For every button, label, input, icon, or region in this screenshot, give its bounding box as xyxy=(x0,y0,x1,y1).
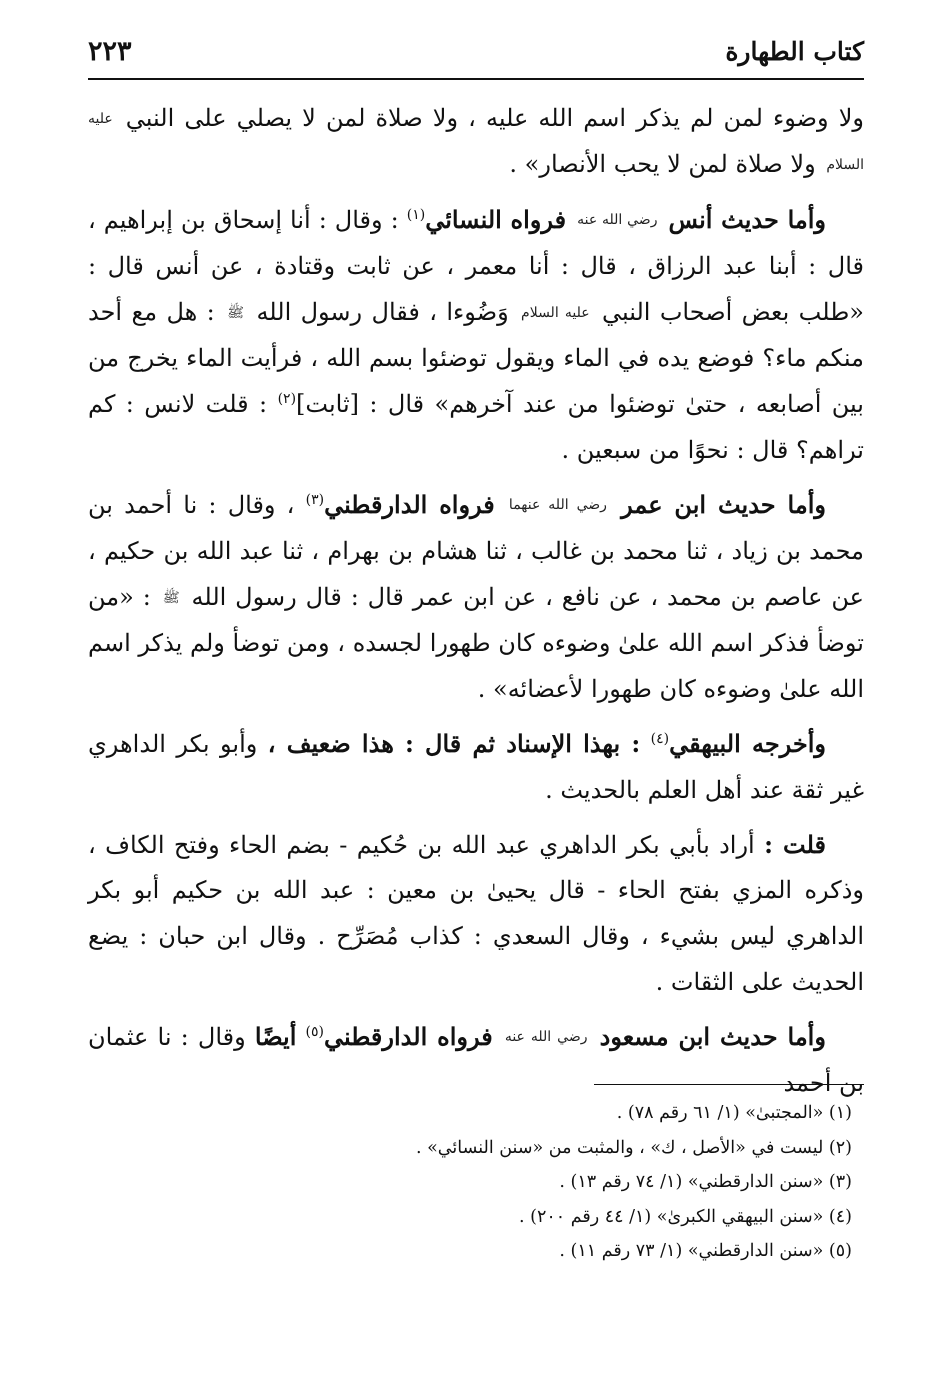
footnote-ref-1: (١) xyxy=(406,206,426,223)
p6-source: فرواه الدارقطني xyxy=(324,1021,493,1051)
footnote-1: (١) «المجتبىٰ» (١/ ٦١ رقم ٧٨) . xyxy=(616,1103,852,1123)
radiya-anhuma-honorific-icon: رضي الله عنهما xyxy=(508,497,607,514)
p2-text-b: وَضُوءا ، فقال رسول الله xyxy=(256,297,509,326)
p2-text-d: : قلت لانس : كم تراهم؟ قال : نحوًا من سبعين . xyxy=(88,390,864,464)
footnote-4: (٤) «سنن البيهقي الكبرىٰ» (١/ ٤٤ رقم ٢٠٠) . xyxy=(518,1206,852,1227)
footnote-2: (٢) ليست في «الأصل ، ك» ، والمثبت من «سنن النسائي» . xyxy=(415,1137,852,1158)
alayhi-salam-honorific-icon: عليه السلام xyxy=(521,304,590,321)
p4-lead: وأخرجه البيهقي xyxy=(669,728,826,758)
footnote-ref-4: (٤) xyxy=(650,730,670,747)
p4-bold-part: : بهذا الإسناد ثم قال : هذا ضعيف ، xyxy=(267,728,641,758)
footnotes xyxy=(88,1096,864,1269)
p6-lead: وأما حديث ابن مسعود xyxy=(599,1021,826,1051)
running-title: كتاب الطهارة xyxy=(725,36,864,66)
header-rule xyxy=(88,78,864,80)
radiya-anhu-honorific-icon: رضي الله عنه xyxy=(504,1029,588,1046)
footnote-ref-5: (٥) xyxy=(305,1023,324,1040)
p3-lead: وأما حديث ابن عمر xyxy=(621,489,826,519)
p3-text-a: ، وقال : نا أحمد بن محمد بن زياد ، ثنا محمد بن غالب ، ثنا هشام بن بهرام ، ثنا عبد الله بن حكيم ، عن عاصم بن محمد ، عن نافع ، عن ابن عمر قال : قال رسول الله xyxy=(88,490,864,611)
footnote-ref-3: (٣) xyxy=(305,491,325,508)
paragraph-3 xyxy=(88,482,864,713)
p6-bold-tail: أيضًا xyxy=(254,1021,297,1051)
paragraph-6 xyxy=(88,1014,864,1107)
paragraph-1 xyxy=(88,96,864,189)
pbuh-honorific-icon: ﷺ xyxy=(162,589,180,606)
p4-text-a: وأبو بكر الداهري غير ثقة عند أهل العلم بالحديث . xyxy=(88,729,864,804)
p2-text-a: : وقال : أنا إسحاق بن إبراهيم ، قال : أبنا عبد الرزاق ، قال : أنا معمر ، عن ثابت وقتادة ، عن أنس قال : «طلب بعض أصحاب النبي xyxy=(88,205,864,326)
p5-text-a: أراد بأبي بكر الداهري عبد الله بن حُكيم - بضم الحاء وفتح الكاف ، وذكره المزي بفتح الحاء - قال يحيىٰ بن معين : عبد الله بن حكيم أبو بكر الداهري ليس بشيء ، وقال السعدي : كذاب مُصَرِّح . وقال ابن حبان : يضع الحديث على الثقات . xyxy=(88,830,864,996)
p1-text-a: ولا وضوء لمن لم يذكر اسم الله عليه ، ولا صلاة لمن لا يصلي على النبي xyxy=(125,104,864,132)
p2-text-c: : هل مع أحد منكم ماء؟ فوضع يده في الماء ويقول توضئوا بسم الله ، فرأيت الماء يخرج من بين أصابعه ، حتىٰ توضئوا من عند آخرهم» قال : [ثابت] xyxy=(88,297,864,419)
p3-text-b: : «من توضأ فذكر اسم الله علىٰ وضوءه كان طهورا لجسده ، ومن توضأ ولم يذكر اسم الله علىٰ وضوءه كان طهورا لأعضائه» . xyxy=(88,582,864,704)
pbuh-honorific-icon: ﷺ xyxy=(227,304,245,321)
radiya-anhu-honorific-icon: رضي الله عنه xyxy=(577,212,658,229)
p6-text-a: وقال : نا عثمان بن أحمد xyxy=(88,1022,864,1098)
page-number: ٢٢٣ xyxy=(88,35,132,67)
p5-lead: قلت : xyxy=(764,829,827,859)
footnote-3: (٣) «سنن الدارقطني» (١/ ٧٤ رقم ١٣) . xyxy=(559,1172,852,1192)
page-header xyxy=(88,28,864,74)
p1-text-b: ولا صلاة لمن لا يحب الأنصار» . xyxy=(509,150,816,179)
p3-source: فرواه الدارقطني xyxy=(324,489,495,519)
footnote-5: (٥) «سنن الدارقطني» (١/ ٧٣ رقم ١١) . xyxy=(559,1241,852,1261)
main-text xyxy=(88,96,864,1115)
alayhi-salam-honorific-icon: عليه السلام xyxy=(88,110,864,173)
paragraph-2 xyxy=(88,197,864,474)
paragraph-5 xyxy=(88,822,864,1006)
paragraph-4 xyxy=(88,721,864,814)
p2-source: فرواه النسائي xyxy=(425,204,567,234)
footnote-divider xyxy=(594,1084,864,1085)
p2-lead: وأما حديث أنس xyxy=(668,204,826,234)
footnote-ref-2: (٢) xyxy=(277,391,297,408)
